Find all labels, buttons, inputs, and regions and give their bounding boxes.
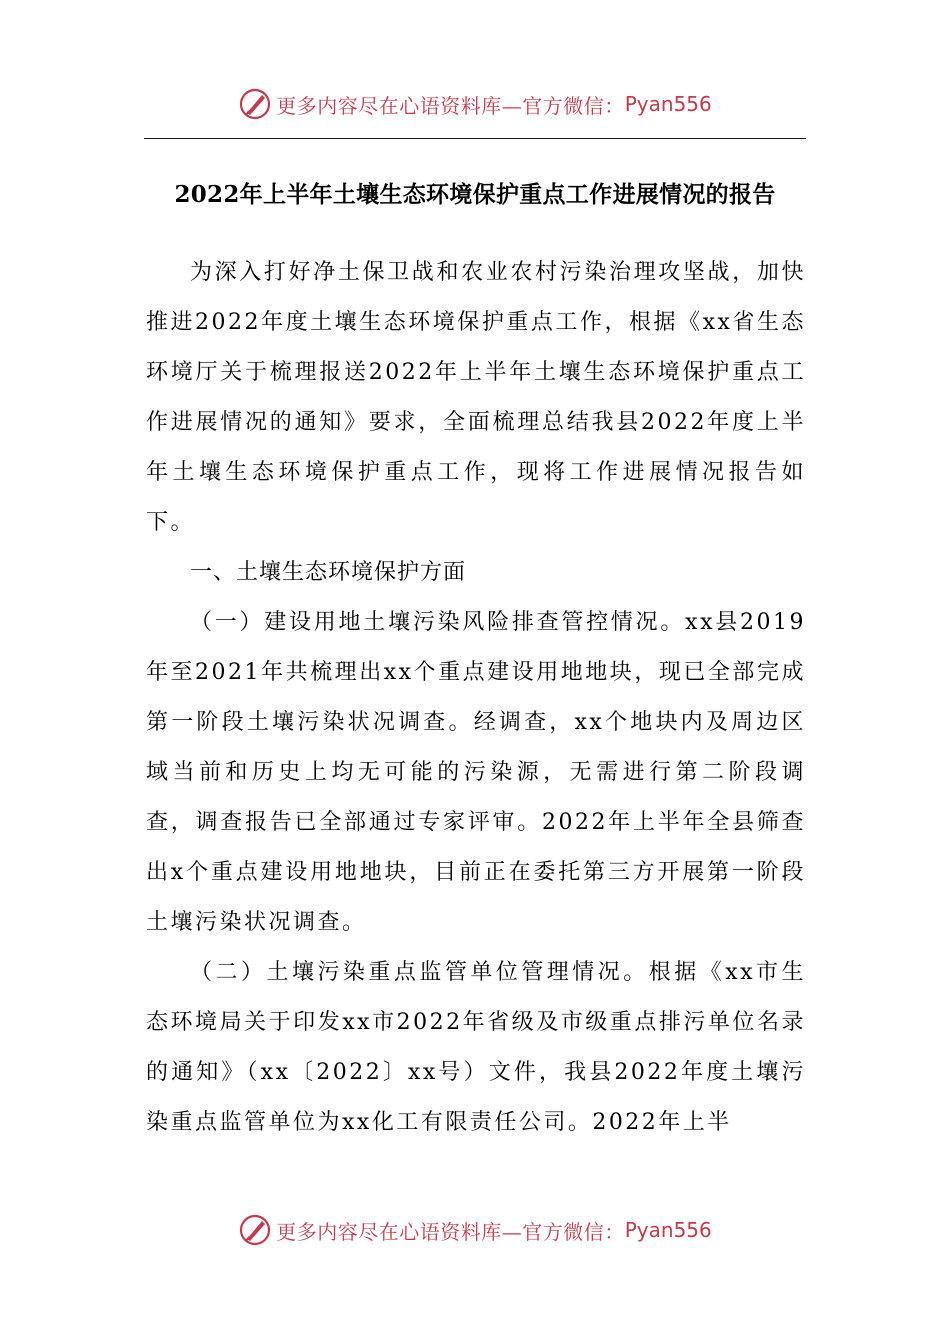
paragraph-key-units: （二）土壤污染重点监管单位管理情况。根据《xx市生态环境局关于印发xx市2022年省级及市级重点排污单位名录的通知》（xx〔2022〕xx号）文件，我县2022年度土壤污染重点监管单位为xx化工有限责任公司。2022年上半 [146, 960, 806, 1135]
header-divider [144, 138, 806, 139]
section-heading: 一、土壤生态环境保护方面 [190, 560, 467, 585]
banner-text: 更多内容尽在心语资料库—官方微信： [276, 1219, 625, 1244]
quill-logo-icon [238, 1213, 272, 1247]
document-title: 2022年上半年土壤生态环境保护重点工作进展情况的报告 [174, 181, 776, 208]
document-body [146, 248, 806, 1148]
header-banner [0, 84, 950, 124]
banner-wechat-id: Pyan556 [624, 1218, 712, 1242]
banner-wechat-id: Pyan556 [624, 92, 712, 116]
banner-text: 更多内容尽在心语资料库—官方微信： [276, 93, 625, 118]
paragraph-intro: 为深入打好净土保卫战和农业农村污染治理攻坚战，加快推进2022年度土壤生态环境保护重点工作，根据《xx省生态环境厅关于梳理报送2022年上半年土壤生态环境保护重点工作进展情况的通知》要求，全面梳理总结我县2022年度上半年土壤生态环境保护重点工作，现将工作进展情况报告如下。 [146, 260, 806, 535]
quill-logo-icon [238, 87, 272, 121]
footer-banner [0, 1210, 950, 1250]
paragraph-construction-land: （一）建设用地土壤污染风险排查管控情况。xx县2019年至2021年共梳理出xx个重点建设用地地块，现已全部完成第一阶段土壤污染状况调查。经调查，xx个地块内及周边区域当前和历史上均无可能的污染源，无需进行第二阶段调查，调查报告已全部通过专家评审。2022年上半年全县筛查出x个重点建设用地地块，目前正在委托第三方开展第一阶段土壤污染状况调查。 [146, 610, 806, 935]
